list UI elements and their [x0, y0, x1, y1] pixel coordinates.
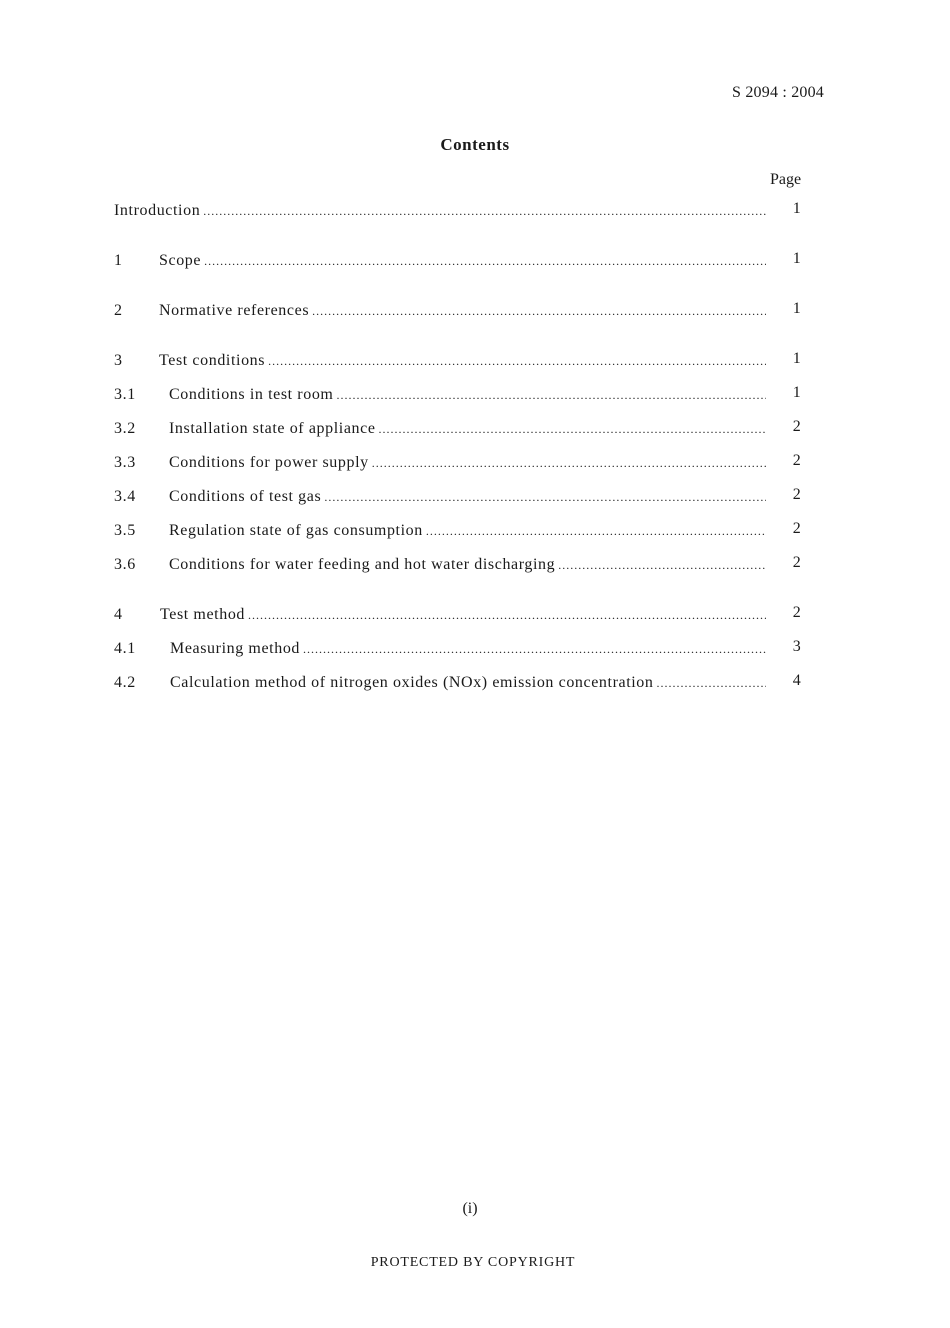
toc-entry-page: 2 — [792, 604, 802, 621]
dot-leader — [379, 422, 766, 437]
toc-entry-number: 1 — [114, 252, 123, 269]
toc-entry-title: Conditions for water feeding and hot water discharging — [169, 556, 556, 573]
toc-entry-page: 2 — [792, 520, 802, 537]
toc-entry-title: Conditions in test room — [169, 386, 334, 403]
toc-entry-page: 2 — [792, 418, 802, 435]
toc-entry-page: 1 — [792, 300, 802, 317]
toc-entry-title: Test conditions — [159, 352, 266, 369]
toc-entry-number: 4.1 — [114, 640, 136, 657]
toc-entry-number: 3 — [114, 352, 123, 369]
toc-entry-title: Conditions for power supply — [169, 454, 369, 471]
toc-entry-page: 3 — [792, 638, 802, 655]
toc-entry-page: 2 — [792, 486, 802, 503]
toc-entry-number: 4.2 — [114, 674, 136, 691]
toc-entry-number: 4 — [114, 606, 123, 623]
dot-leader — [303, 642, 766, 657]
dot-leader — [312, 304, 766, 319]
toc-entry-measuring-method[interactable] — [114, 640, 814, 662]
dot-leader — [558, 558, 766, 573]
toc-entry-page: 1 — [792, 384, 802, 401]
dot-leader — [372, 456, 766, 471]
toc-entry-scope[interactable] — [114, 252, 814, 274]
toc-entry-number: 3.2 — [114, 420, 136, 437]
toc-entry-normative-references[interactable] — [114, 302, 814, 324]
toc-entry-title: Scope — [159, 252, 202, 269]
toc-entry-title: Installation state of appliance — [169, 420, 376, 437]
toc-entry-title: Measuring method — [170, 640, 301, 657]
toc-entry-title: Introduction — [114, 202, 201, 219]
toc-entry-number: 3.5 — [114, 522, 136, 539]
toc-entry-gas-consumption[interactable] — [114, 522, 814, 544]
dot-leader — [426, 524, 766, 539]
toc-entry-test-gas[interactable] — [114, 488, 814, 510]
toc-entry-title: Normative references — [159, 302, 310, 319]
toc-entry-water-feeding[interactable] — [114, 556, 814, 578]
toc-entry-number: 2 — [114, 302, 123, 319]
dot-leader — [248, 608, 766, 623]
dot-leader — [324, 490, 766, 505]
toc-entry-number: 3.3 — [114, 454, 136, 471]
dot-leader — [336, 388, 766, 403]
toc-entry-number: 3.4 — [114, 488, 136, 505]
dot-leader — [203, 204, 766, 219]
toc-entry-title: Calculation method of nitrogen oxides (NOx) emission concentration — [170, 674, 654, 691]
toc-entry-number: 3.6 — [114, 556, 136, 573]
dot-leader — [204, 254, 766, 269]
toc-entry-conditions-in-test-room[interactable] — [114, 386, 814, 408]
toc-entry-page: 4 — [792, 672, 802, 689]
dot-leader — [268, 354, 766, 369]
document-id: S 2094 : 2004 — [732, 84, 824, 101]
page-column-header: Page — [770, 171, 802, 188]
toc-entry-title: Regulation state of gas consumption — [169, 522, 423, 539]
toc-entry-page: 2 — [792, 554, 802, 571]
toc-entry-test-conditions[interactable] — [114, 352, 814, 374]
copyright-notice: PROTECTED BY COPYRIGHT — [370, 1255, 576, 1270]
toc-entry-page: 2 — [792, 452, 802, 469]
toc-entry-power-supply[interactable] — [114, 454, 814, 476]
toc-entry-page: 1 — [792, 200, 802, 217]
footer-page-number: (i) — [462, 1200, 478, 1217]
toc-entry-title: Conditions of test gas — [169, 488, 322, 505]
contents-title: Contents — [440, 135, 510, 154]
toc-entry-introduction[interactable] — [114, 202, 814, 224]
toc-entry-installation-state[interactable] — [114, 420, 814, 442]
dot-leader — [657, 676, 767, 691]
toc-entry-test-method[interactable] — [114, 606, 814, 628]
toc-entry-calculation-method[interactable] — [114, 674, 814, 696]
toc-entry-page: 1 — [792, 250, 802, 267]
toc-entry-page: 1 — [792, 350, 802, 367]
toc-entry-number: 3.1 — [114, 386, 136, 403]
toc-entry-title: Test method — [160, 606, 246, 623]
